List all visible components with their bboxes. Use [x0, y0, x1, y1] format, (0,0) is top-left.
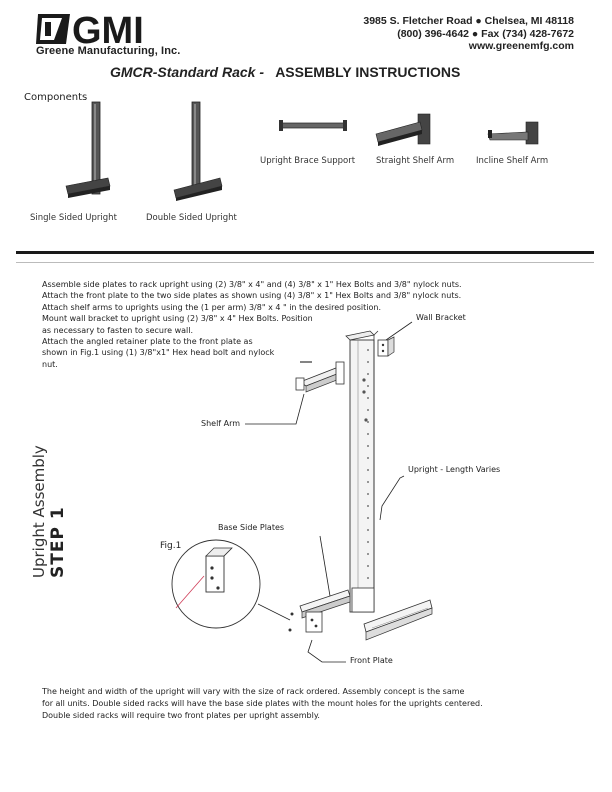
address: 3985 S. Fletcher Road ● Chelsea, MI 48118: [363, 15, 574, 27]
instruction-line: Mount wall bracket to upright using (2) 3/8" x 4" Hex Bolts. Position: [42, 314, 313, 324]
title-product: GMCR-Standard Rack -: [110, 64, 265, 80]
wall-bracket-drawing: [378, 322, 412, 356]
upright-drawing: [346, 331, 378, 612]
footer-line: Double sided racks will require two front plates per upright assembly.: [42, 711, 320, 720]
instruction-line: nut.: [42, 359, 58, 369]
instruction-line: Attach the angled retainer plate to the front plate as: [42, 337, 253, 347]
shelf-arm-drawing: [245, 362, 344, 424]
fig1-detail: [172, 540, 290, 628]
shelf-arm-label: Shelf Arm: [201, 419, 241, 428]
logo-text: GMI: [72, 10, 144, 52]
instruction-line: shown in Fig.1 using (1) 3/8"x1" Hex head bolt and nylock: [42, 348, 275, 358]
footer-note: [42, 686, 562, 722]
footer-line: The height and width of the upright will vary with the size of rack ordered. Assembly concept is the same: [42, 687, 465, 696]
component-label: Incline Shelf Arm: [476, 156, 549, 166]
component-label: Straight Shelf Arm: [376, 156, 455, 166]
step-title: STEP 1: [48, 506, 68, 578]
company-name: Greene Manufacturing, Inc.: [36, 45, 181, 57]
step-subtitle: Upright Assembly: [30, 445, 48, 578]
website-link[interactable]: www.greenemfg.com: [468, 40, 574, 52]
front-plate-label: Front Plate: [350, 656, 393, 665]
component-label: Double Sided Upright: [146, 213, 237, 223]
phone-fax: (800) 396-4642 ● Fax (734) 428-7672: [397, 27, 574, 40]
wall-bracket-label: Wall Bracket: [416, 313, 466, 322]
upright-label: Upright - Length Varies: [408, 465, 501, 474]
instruction-line: as necessary to fasten to secure wall.: [42, 325, 194, 335]
components-heading: Components: [24, 92, 88, 103]
footer-line: for all units. Double sided racks will have the base side plates with the mount holes for the uprights centered.: [42, 699, 483, 708]
instruction-line: Attach the front plate to the two side plates as shown using (4) 3/8" x 1" Hex Bolts and 3/8" nylock nuts.: [42, 291, 462, 301]
instruction-line: Attach shelf arms to uprights using the (1 per arm) 3/8" x 4 " in the desired position.: [42, 302, 381, 312]
component-label: Single Sided Upright: [30, 213, 117, 223]
title-assembly: ASSEMBLY INSTRUCTIONS: [275, 64, 461, 80]
base-side-plates-label: Base Side Plates: [218, 523, 285, 532]
instruction-line: Assemble side plates to rack upright using (2) 3/8" x 4" and (4) 3/8" x 1" Hex Bolts and 3/8" nylock nuts.: [42, 280, 462, 289]
component-label: Upright Brace Support: [260, 156, 356, 166]
fig1-label: Fig.1: [160, 541, 182, 551]
